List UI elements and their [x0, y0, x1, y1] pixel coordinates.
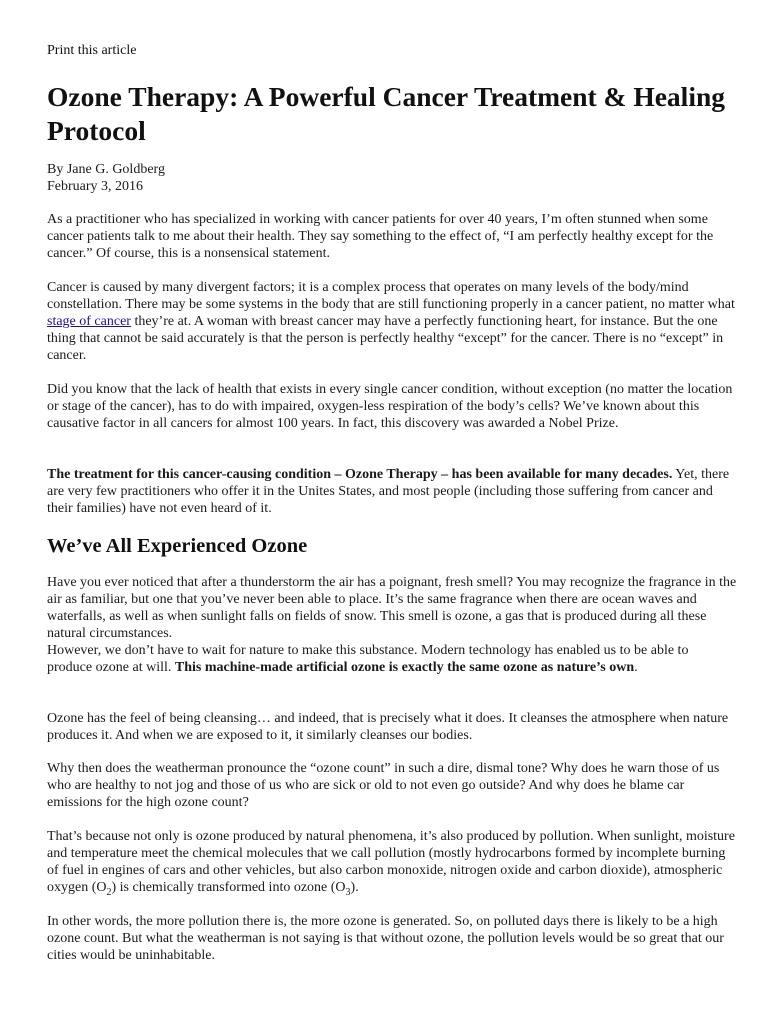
section-heading: We’ve All Experienced Ozone [47, 535, 308, 557]
subscript: 2 [106, 886, 112, 898]
article-title: Ozone Therapy: A Powerful Cancer Treatment & Healing Protocol [47, 81, 726, 146]
text-run: That’s because not only is ozone produced by natural phenomena, it’s also produced by pollution. When sunlight, moisture and temperature meet the chemical molecules that we call pollution (mostly hydrocarbons formed by incomplete burning of fuel in engines of cars and other vehicles, but also carbon monoxide, nitrogen oxide and carbon dioxide), atmospheric oxygen (O [47, 829, 735, 895]
paragraph-7 [47, 710, 737, 744]
text-run: Yet, there are very few practitioners who offer it in the Unites States, and most people (including those suffering from cancer and their families) have not even heard of it. [47, 467, 730, 516]
text-run: However, we don’t have to wait for nature to make this substance. Modern technology has enabled us to be able to produce ozone at will. [47, 643, 689, 675]
paragraph-text: Ozone has the feel of being cleansing… and indeed, that is precisely what it does. It cleanses the atmosphere when nature produces it. And when we are exposed to it, it similarly cleanses our bodies. [47, 711, 729, 743]
paragraph-1 [47, 211, 737, 262]
paragraph-text: Have you ever noticed that after a thunderstorm the air has a poignant, fresh smell? You may recognize the fragrance in the air as familiar, but one that you’ve never been able to place. It’s the same fragrance when there are ocean waves and waterfalls, as well as when sunlight falls on fields of snow. This smell is ozone, a gas that is produced during all these natural circumstances. [47, 575, 737, 641]
paragraph-text: In other words, the more pollution there is, the more ozone is generated. So, on polluted days there is likely to be a high ozone count. But what the weatherman is not saying is that without ozone, the pollution levels would be so great that our cities would be uninhabitable. [47, 914, 724, 963]
bold-text: The treatment for this cancer-causing condition – Ozone Therapy – has been available for many decades. [47, 467, 673, 482]
paragraph-4 [47, 466, 737, 517]
paragraph-text [47, 642, 737, 676]
bold-text: This machine-made artificial ozone is exactly the same ozone as nature’s own [174, 660, 635, 675]
text-run: ). [350, 880, 359, 895]
paragraph-5 [47, 574, 737, 676]
text-run: they’re at. A woman with breast cancer may have a perfectly functioning heart, for instance. But the one thing that cannot be said accurately is that the person is perfectly healthy “except” for the cancer. There is no “except” in cancer. [47, 314, 724, 363]
subscript: 3 [345, 886, 351, 898]
text-run: ) is chemically transformed into ozone (O [111, 880, 346, 895]
paragraph-8 [47, 760, 737, 811]
paragraph-text [47, 828, 737, 896]
paragraph-10 [47, 913, 737, 964]
paragraph-9 [47, 828, 737, 896]
byline [47, 161, 165, 195]
print-article-link[interactable]: Print this article [47, 43, 137, 58]
paragraph-text: As a practitioner who has specialized in working with cancer patients for over 40 years, I’m often stunned when some cancer patients talk to me about their health. They say something to the effect of, “I am perfectly healthy except for the cancer.” Of course, this is a nonsensical statement. [47, 212, 714, 261]
paragraph-text: Did you know that the lack of health that exists in every single cancer condition, without exception (no matter the location or stage of the cancer), has to do with impaired, oxygen-less respiration of the body’s cells? We’ve known about this causative factor in all cancers for almost 100 years. In fact, this discovery was awarded a Nobel Prize. [47, 382, 733, 431]
publish-date: February 3, 2016 [47, 179, 144, 194]
stage-of-cancer-link[interactable]: stage of cancer [47, 314, 131, 329]
author-name: By Jane G. Goldberg [47, 162, 165, 177]
text-run: . [634, 660, 638, 675]
paragraph-text [47, 279, 737, 364]
paragraph-2 [47, 279, 737, 364]
text-run: Cancer is caused by many divergent factors; it is a complex process that operates on many levels of the body/mind constellation. There may be some systems in the body that are still functioning properly in a cancer patient, no matter what [47, 280, 735, 312]
paragraph-text: Why then does the weatherman pronounce the “ozone count” in such a dire, dismal tone? Why does he warn those of us who are healthy to not jog and those of us who are sick or old to not even go outside? And why does he blame car emissions for the high ozone count? [47, 761, 720, 810]
paragraph-3 [47, 381, 737, 432]
paragraph-text [47, 466, 737, 517]
